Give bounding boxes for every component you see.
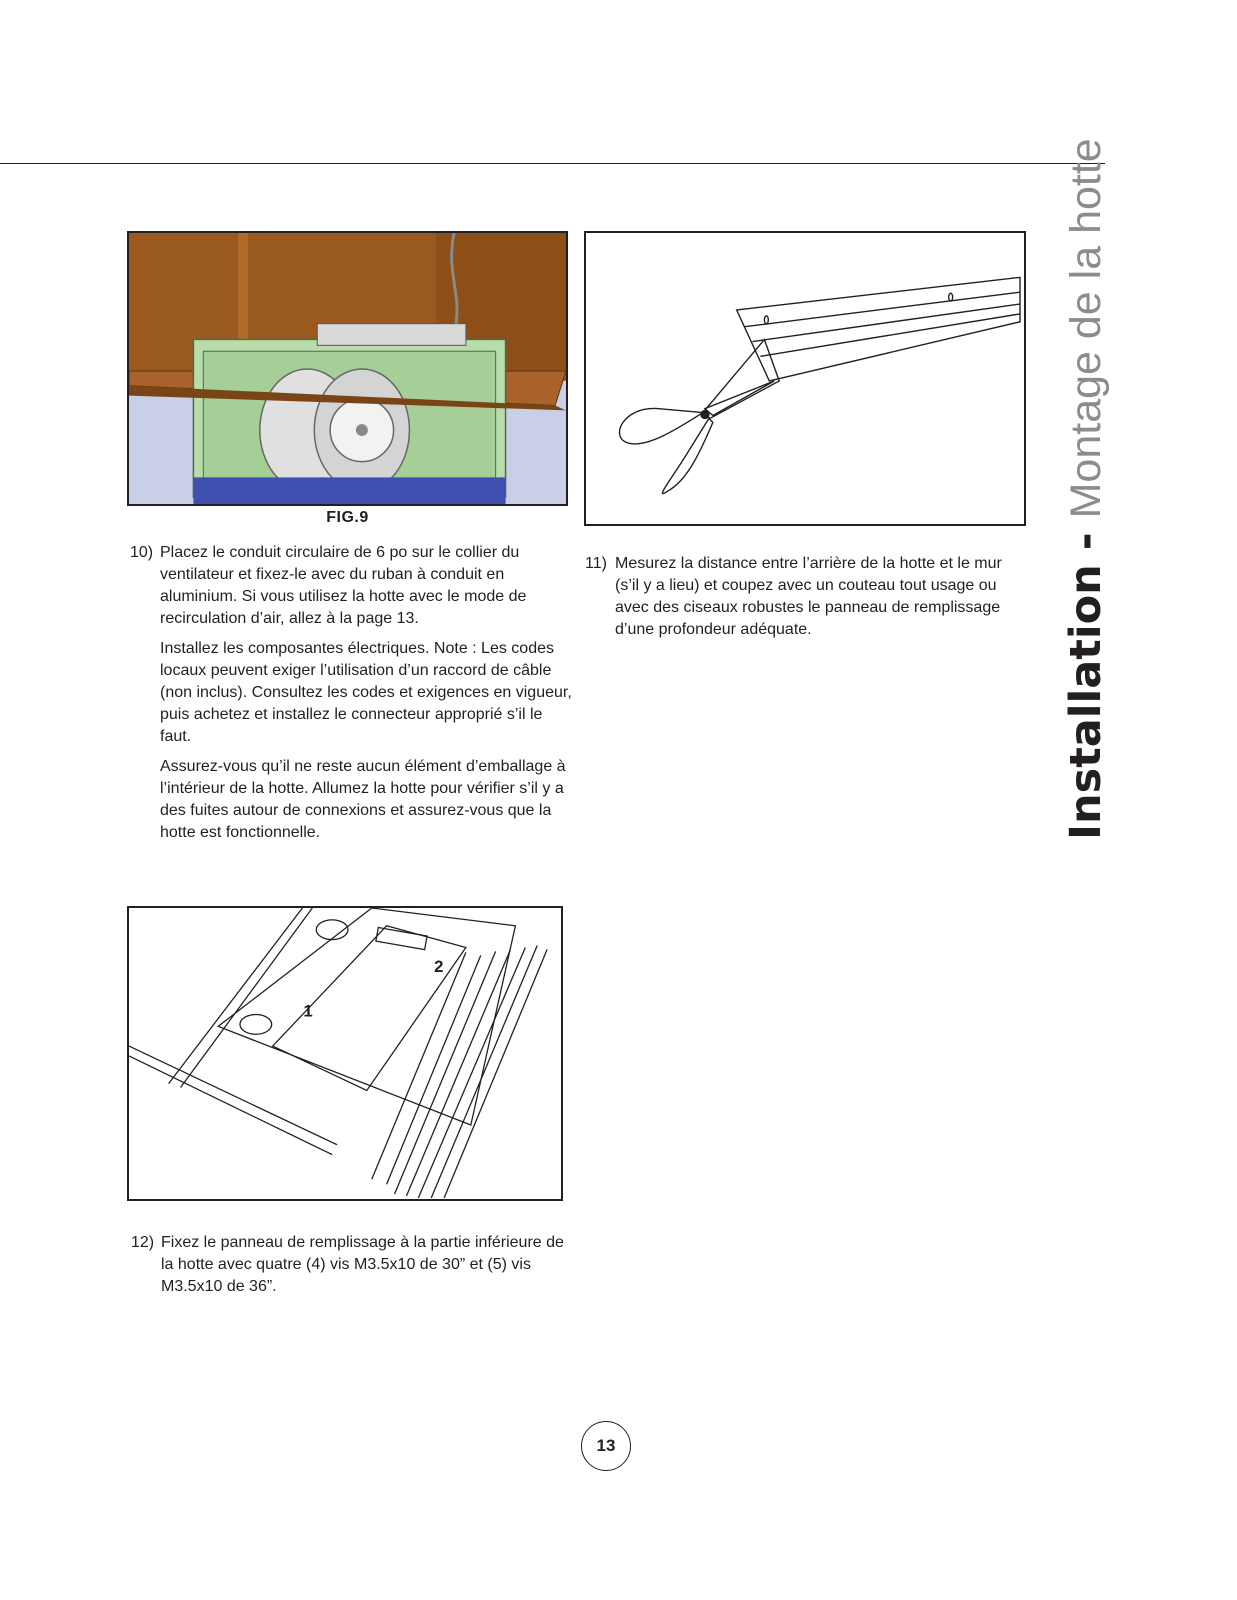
figure-label-2: 2 [434, 957, 444, 977]
step-10-paragraph-1: Placez le conduit circulaire de 6 po sur le collier du ventilateur et fixez-le avec du ruban à conduit en aluminium. Si vous utilisez la hotte avec le mode de recirculation d’air, allez à la page 13. [160, 544, 527, 627]
step-10-paragraph-3: Assurez-vous qu’il ne reste aucun élément d’emballage à l’intérieur de la hotte. Allumez la hotte pour vérifier s’il y a des fuites autour de connexions et assurez-vous que la hotte est fonctionnelle. [160, 758, 566, 841]
step-12 [131, 1232, 576, 1306]
step-10-number: 10) [130, 544, 154, 561]
step-10-paragraph-2: Installez les composantes électriques. Note : Les codes locaux peuvent exiger l’utilisation d’un raccord de câble (non inclus). Consultez les codes et exigences en vigueur, puis achetez et installez le connecteur approprié s’il le faut. [160, 640, 572, 745]
filler-panel-figure [127, 906, 563, 1201]
step-10 [130, 542, 575, 852]
section-title-primary: Installation [1061, 564, 1111, 840]
fig9-illustration [127, 231, 568, 506]
section-title-separator: - [1061, 532, 1111, 551]
step-11-number: 11) [585, 555, 607, 572]
scissors-figure [584, 231, 1026, 526]
header-rule [0, 163, 1105, 164]
step-11-text: Mesurez la distance entre l’arrière de la hotte et le mur (s’il y a lieu) et coupez avec un couteau tout usage ou avec des ciseaux robustes le panneau de remplissage d’une profondeur adéquate. [615, 555, 1002, 638]
section-title-secondary: Montage de la hotte [1062, 138, 1110, 519]
fig9-caption: FIG.9 [326, 509, 369, 526]
step-12-number: 12) [131, 1234, 155, 1251]
step-11 [585, 553, 1030, 649]
step-12-text: Fixez le panneau de remplissage à la partie inférieure de la hotte avec quatre (4) vis M3.5x10 de 30” et (5) vis M3.5x10 de 36”. [161, 1234, 564, 1295]
section-title [1061, 138, 1111, 840]
page-number: 13 [581, 1421, 631, 1471]
figure-label-1: 1 [303, 1001, 313, 1021]
